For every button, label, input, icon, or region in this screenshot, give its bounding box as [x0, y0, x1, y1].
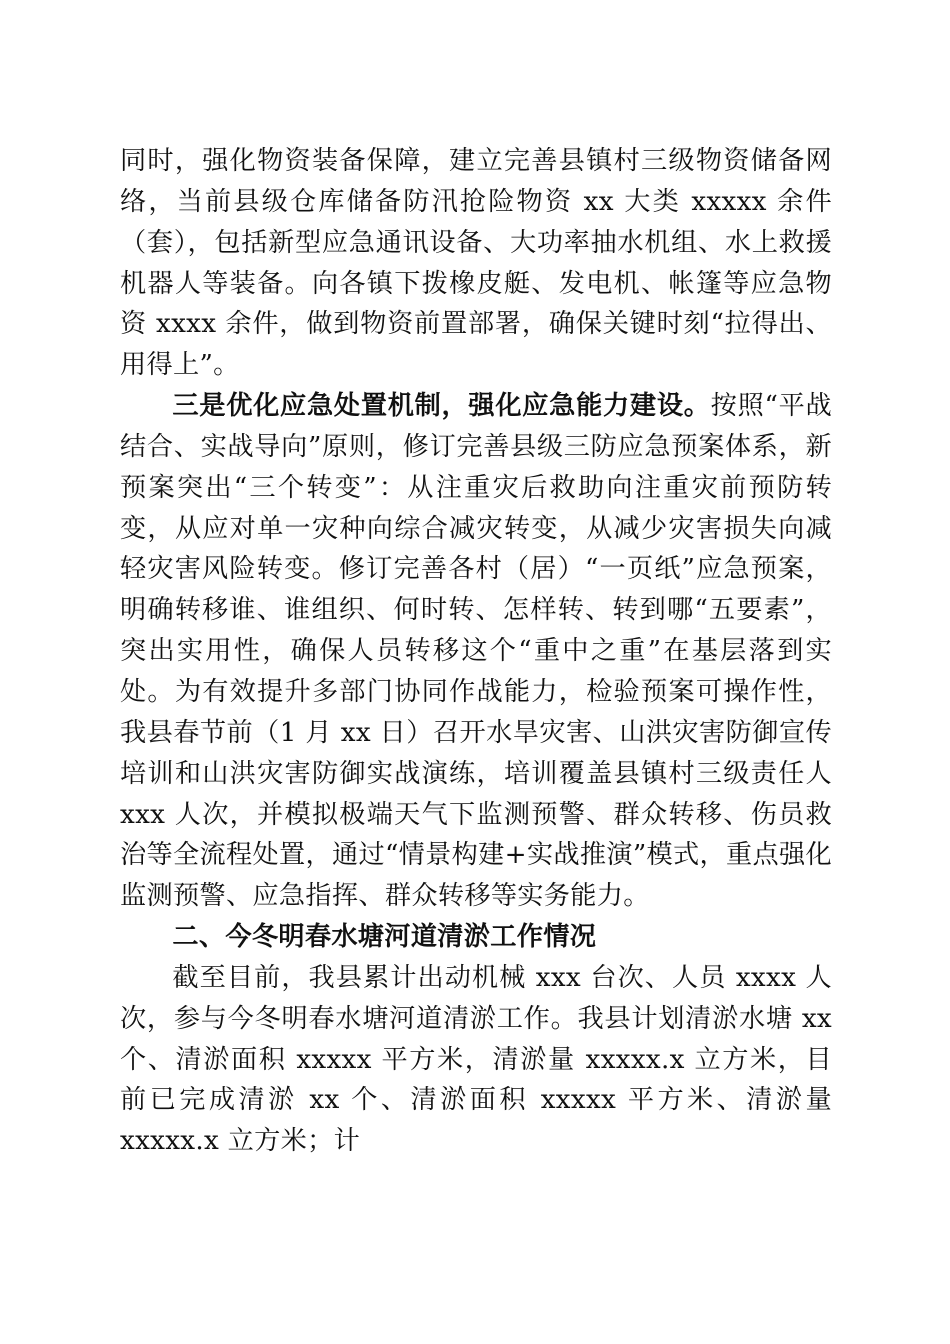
paragraph-body: 按照“平战结合、实战导向”原则，修订完善县级三防应急预案体系，新预案突出“三个转变”：从注重灾后救助向注重灾前预防转变，从应对单一灾种向综合减灾转变，从减少灾害损失向减轻灾害风险转变。修订完善各村（居）“一页纸”应急预案，明确转移谁、谁组织、何时转、怎样转、转到哪“五要素”，突出实用性，确保人员转移这个“重中之重”在基层落到实处。为有效提升多部门协同作战能力，检验预案可操作性，我县春节前（1 月 xx 日）召开水旱灾害、山洪灾害防御宣传培训和山洪灾害防御实战演练，培训覆盖县镇村三级责任人 xxx 人次，并模拟极端天气下监测预警、群众转移、伤员救治等全流程处置，通过“情景构建+实战推演”模式，重点强化监测预警、应急指挥、群众转移等实务能力。: [120, 391, 832, 912]
paragraph-lead-sentence: 三是优化应急处置机制，强化应急能力建设。: [172, 391, 711, 422]
paragraph-emergency-mechanism: [120, 386, 832, 917]
section-heading: 二、今冬明春水塘河道清淤工作情况: [172, 922, 597, 953]
paragraph-dredging-work: 截至目前，我县累计出动机械 xxx 台次、人员 xxxx 人次，参与今冬明春水塘河道清淤工作。我县计划清淤水塘 xx 个、清淤面积 xxxxx 平方米，清淤量 xxxxx.x 立方米，目前已完成清淤 xx 个、清淤面积 xxxxx 平方米、清淤量 xxxxx.x 立方米；计: [120, 962, 832, 1157]
document-page: [120, 141, 832, 1162]
paragraph-material-reserve: 同时，强化物资装备保障，建立完善县镇村三级物资储备网络，当前县级仓库储备防汛抢险物资 xx 大类 xxxxx 余件（套），包括新型应急通讯设备、大功率抽水机组、水上救援机器人等装备。向各镇下拨橡皮艇、发电机、帐篷等应急物资 xxxx 余件，做到物资前置部署，确保关键时刻“拉得出、用得上”。: [120, 146, 832, 381]
